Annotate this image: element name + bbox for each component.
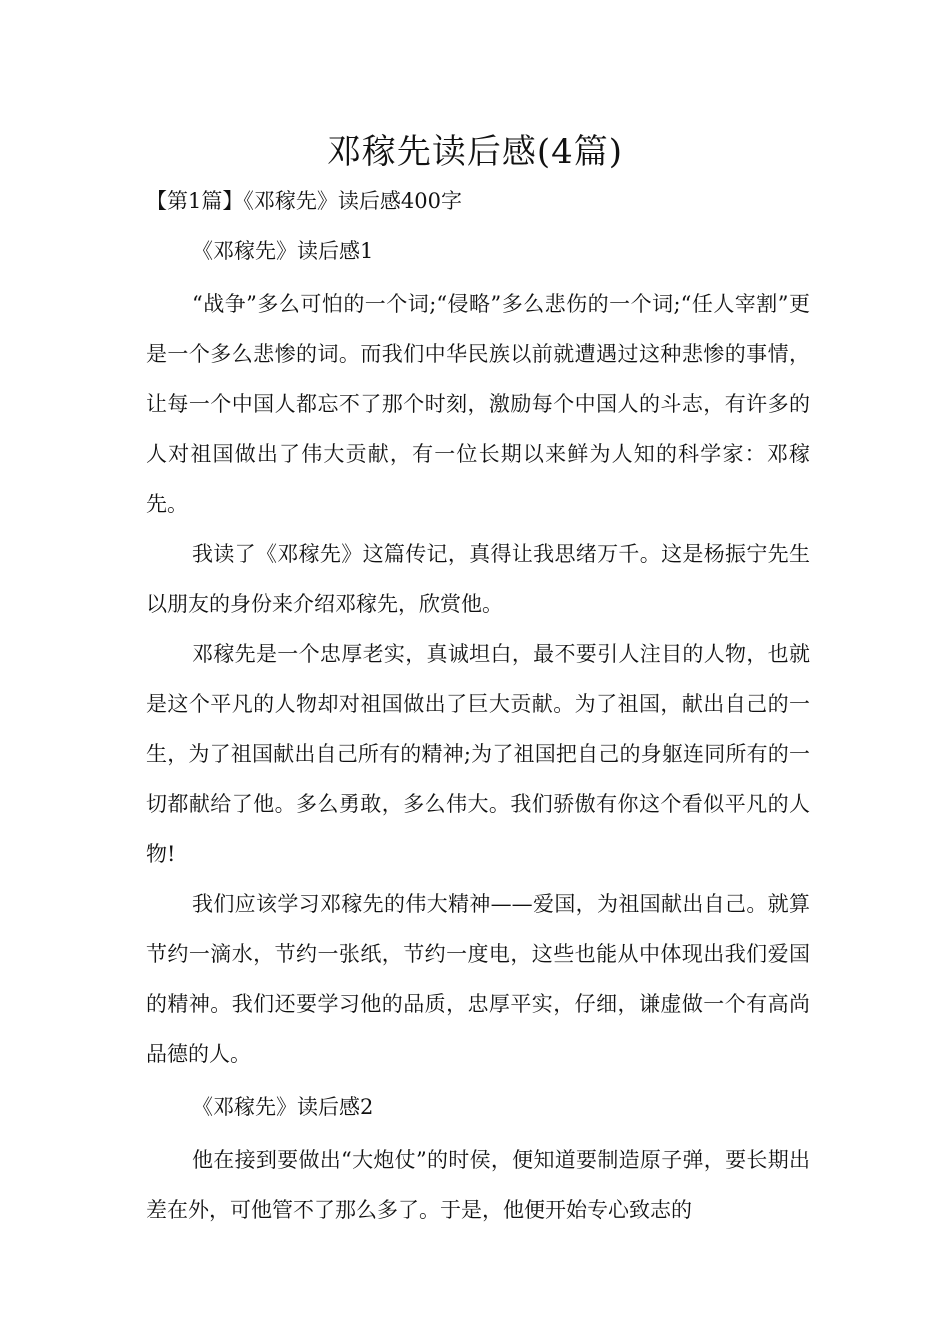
essay-subtitle-2: 《邓稼先》读后感2 (192, 1095, 374, 1119)
section-heading: 【第1篇】《邓稼先》读后感400字 (146, 189, 462, 213)
document-body (146, 180, 810, 1235)
paragraph: “战争”多么可怕的一个词;“侵略”多么悲伤的一个词;“任人宰割”更是一个多么悲惨的词。而我们中华民族以前就遭遇过这种悲惨的事情，让每一个中国人都忘不了那个时刻，激励每个中国人的斗志，有许多的人对祖国做出了伟大贡献，有一位长期以来鲜为人知的科学家：邓稼先。 (146, 292, 810, 516)
document-title: 邓稼先读后感(4篇) (326, 132, 624, 172)
paragraph: 我们应该学习邓稼先的伟大精神——爱国，为祖国献出自己。就算节约一滴水，节约一张纸，节约一度电，这些也能从中体现出我们爱国的精神。我们还要学习他的品质，忠厚平实，仔细，谦虚做一个有高尚品德的人。 (146, 892, 810, 1066)
paragraph: 我读了《邓稼先》这篇传记，真得让我思绪万千。这是杨振宁先生以朋友的身份来介绍邓稼先，欣赏他。 (146, 542, 810, 616)
paragraph: 他在接到要做出“大炮仗”的时侯，便知道要制造原子弹，要长期出差在外，可他管不了那么多了。于是，他便开始专心致志的 (146, 1148, 810, 1222)
essay-subtitle-1: 《邓稼先》读后感1 (192, 239, 374, 263)
paragraph: 邓稼先是一个忠厚老实，真诚坦白，最不要引人注目的人物，也就是这个平凡的人物却对祖国做出了巨大贡献。为了祖国，献出自己的一生，为了祖国献出自己所有的精神;为了祖国把自己的身躯连同所有的一切都献给了他。多么勇敢，多么伟大。我们骄傲有你这个看似平凡的人物! (146, 642, 810, 866)
